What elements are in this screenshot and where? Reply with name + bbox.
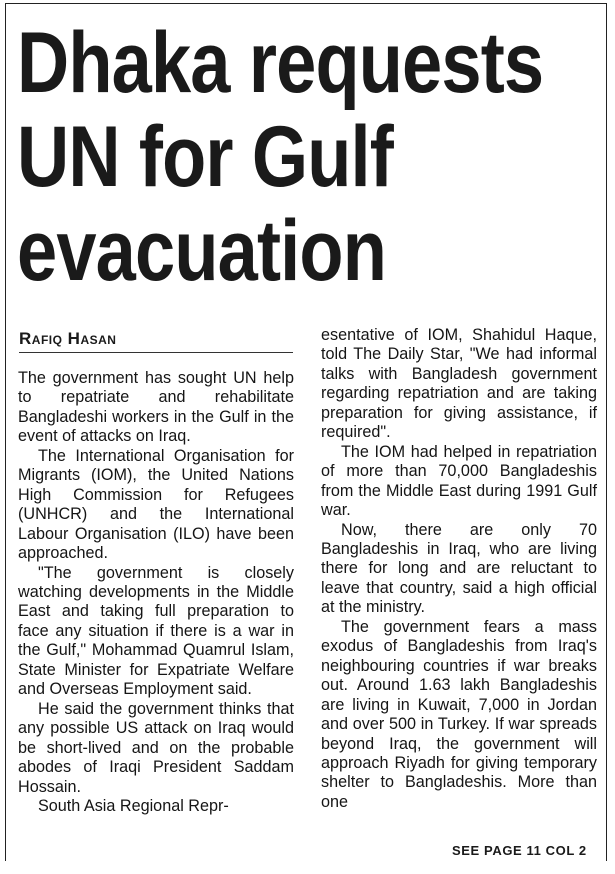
paragraph: The International Organisation for Migrants (IOM), the United Nations High Commission for Refugees (UNHCR) and the International Labour Organisation (ILO) have been approached. [18,446,294,563]
headline-line-1: Dhaka requests [17,15,544,111]
paragraph: "The government is closely watching developments in the Middle East and taking full preparation to face any situation if there is a war in the Gulf," Mohammad Quamrul Islam, State Minister for Expatriate Welfare and Overseas Employment said. [18,563,294,699]
headline-line-2: UN for Gulf [17,109,393,205]
paragraph: The government fears a mass exodus of Bangladeshis from Iraq's neighbouring countries if war breaks out. Around 1.63 lakh Bangladeshis are living in Kuwait, 7,000 in Jordan and over 500 in Turkey. If war spreads beyond Iraq, the government will approach Riyadh for giving temporary shelter to Bangladeshis. More than one [321,617,597,811]
right-column [321,326,597,812]
right-border-rule [606,3,607,861]
top-border-rule [6,3,606,4]
paragraph: The IOM had helped in repatriation of more than 70,000 Bangladeshis from the Middle East during 1991 Gulf war. [321,442,597,520]
left-column [18,369,294,816]
left-border-rule [5,3,6,861]
byline-divider [19,352,293,353]
continuation-reference: SEE PAGE 11 COL 2 [452,843,587,858]
paragraph: Now, there are only 70 Bangladeshis in Iraq, who are living there for long and are reluctant to leave that country, said a high official at the ministry. [321,520,597,617]
paragraph: He said the government thinks that any possible US attack on Iraq would be short-lived and on the probable abodes of Iraqi President Saddam Hossain. [18,699,294,796]
byline: Rafiq Hasan [19,329,117,348]
headline [17,15,544,299]
paragraph: esentative of IOM, Shahidul Haque, told The Daily Star, "We had informal talks with Bangladesh government regarding repatriation and are taking preparation for giving assistance, if required". [321,326,597,442]
paragraph: The government has sought UN help to repatriate and rehabilitate Bangladeshi workers in the Gulf in the event of attacks on Iraq. [18,369,294,446]
headline-line-3: evacuation [17,203,386,299]
paragraph: South Asia Regional Repr- [38,796,229,815]
